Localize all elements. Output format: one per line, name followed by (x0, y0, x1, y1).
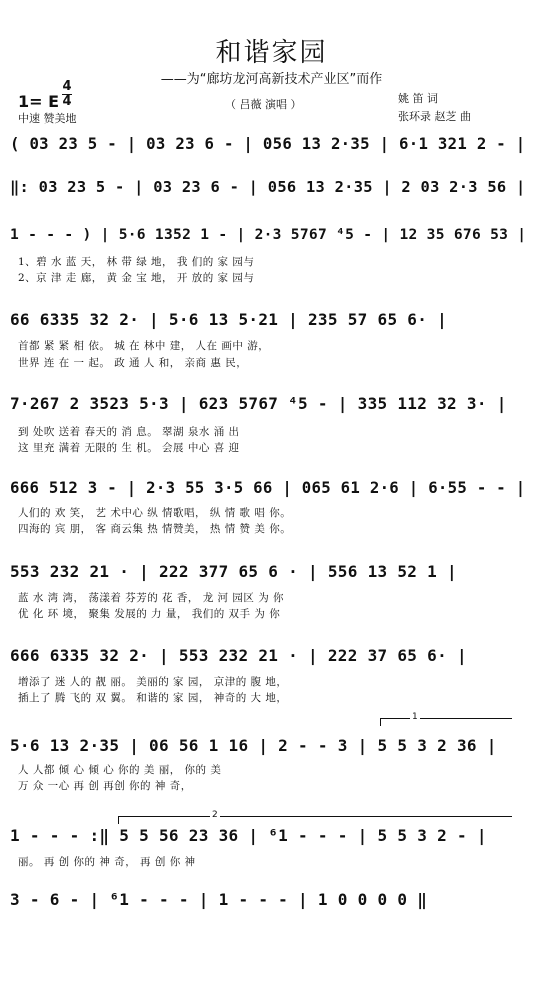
lyric-line: 这 里充 满着 无限的 生 机。 会展 中心 喜 迎 (18, 442, 240, 454)
lyric-line: 丽。 再 创 你的 神 奇， 再 创 你 神 (18, 856, 196, 868)
score-system-7: 553 232 21 · | 222 377 65 6 · | 556 13 52 1 | (10, 562, 457, 581)
lyric-line: 到 处吹 送着 春天的 消 息。 翠湖 泉水 涌 出 (18, 426, 240, 438)
lyricist-credit: 姚 笛 词 (398, 92, 438, 105)
lyric-line: 增添了 迷 人的 靓 丽。 美丽的 家 园， 京津的 腹 地， (18, 676, 288, 688)
time-denominator: 4 (62, 94, 72, 109)
key-signature: 1= E (18, 92, 60, 111)
lyric-line: 蓝 水 湾 湾， 荡漾着 芬芳的 花 香， 龙 河 园区 为 你 (18, 592, 285, 604)
score-system-9: 5·6 13 2·35 | 06 56 1 16 | 2 - - 3 | 5 5 3 2 36 | (10, 736, 497, 755)
time-numerator: 4 (62, 79, 72, 94)
singer-credit: （ 吕薇 演唱 ） (225, 98, 302, 111)
score-system-6: 666 512 3 - | 2·3 55 3·5 66 | 065 61 2·6 | 6·55 - - | (10, 478, 526, 497)
lyric-line: 万 众 一心 再 创 再创 你的 神 奇， (18, 780, 192, 792)
lyric-line: 人们的 欢 笑， 艺 术中心 纵 情歌唱， 纵 情 歌 唱 你。 (18, 507, 292, 519)
score-system-3: 1 - - - ) | 5·6 1352 1 - | 2·3 5767 ⁴5 - | 12 35 676 53 | (10, 226, 527, 243)
volta-bracket-2-tick (118, 816, 119, 824)
composer-credit: 张环录 赵芝 曲 (398, 110, 471, 123)
score-system-5: 7·267 2 3523 5·3 | 623 5767 ⁴5 - | 335 112 32 3· | (10, 394, 507, 413)
lyric-line: 首都 紧 紧 相 依。 城 在 林中 建， 人在 画中 游， (18, 340, 270, 352)
lyric-line: 人 人都 倾 心 倾 心 你的 美 丽， 你的 美 (18, 764, 222, 776)
lyric-line: 2、京 津 走 廊， 黄 金 宝 地， 开 放的 家 园与 (18, 272, 255, 284)
volta-number-1: 1 (412, 712, 418, 722)
volta-number-2: 2 (212, 810, 218, 820)
song-subtitle: ——为“廊坊龙河高新技术产业区”而作 (160, 72, 383, 87)
volta-bracket-2 (118, 816, 512, 817)
song-title: 和谐家园 (215, 38, 328, 68)
author-credits (398, 90, 471, 126)
volta-bracket-1 (380, 718, 512, 719)
volta-bracket-1-tick (380, 718, 381, 726)
lyric-line: 插上了 腾 飞的 双 翼。 和谐的 家 园， 神奇的 大 地， (18, 692, 288, 704)
lyric-line: 1、碧 水 蓝 天， 林 带 绿 地， 我 们的 家 园与 (18, 256, 255, 268)
score-system-11: 3 - 6 - | ⁶1 - - - | 1 - - - | 1 0 0 0 0 ‖ (10, 890, 428, 909)
lyric-line: 优 化 环 境， 聚集 发展的 力 量， 我们的 双手 为 你 (18, 608, 281, 620)
score-system-10: 1 - - - :‖ 5 5 56 23 36 | ⁶1 - - - | 5 5 3 2 - | (10, 826, 487, 845)
lyric-line: 世界 连 在 一 起。 政 通 人 和， 亲商 惠 民， (18, 357, 248, 369)
score-system-8: 666 6335 32 2· | 553 232 21 · | 222 37 65 6· | (10, 646, 467, 665)
score-system-4: 66 6335 32 2· | 5·6 13 5·21 | 235 57 65 6· | (10, 310, 448, 329)
score-system-2: ‖: 03 23 5 - | 03 23 6 - | 056 13 2·35 | 2 03 2·3 56 | (10, 178, 526, 196)
lyric-line: 四海的 宾 朋， 客 商云集 热 情赞美， 热 情 赞 美 你。 (18, 523, 292, 535)
tempo-marking: 中速 赞美地 (18, 112, 77, 125)
time-signature (62, 80, 72, 109)
score-system-1: ( 03 23 5 - | 03 23 6 - | 056 13 2·35 | 6·1 321 2 - | (10, 134, 526, 153)
